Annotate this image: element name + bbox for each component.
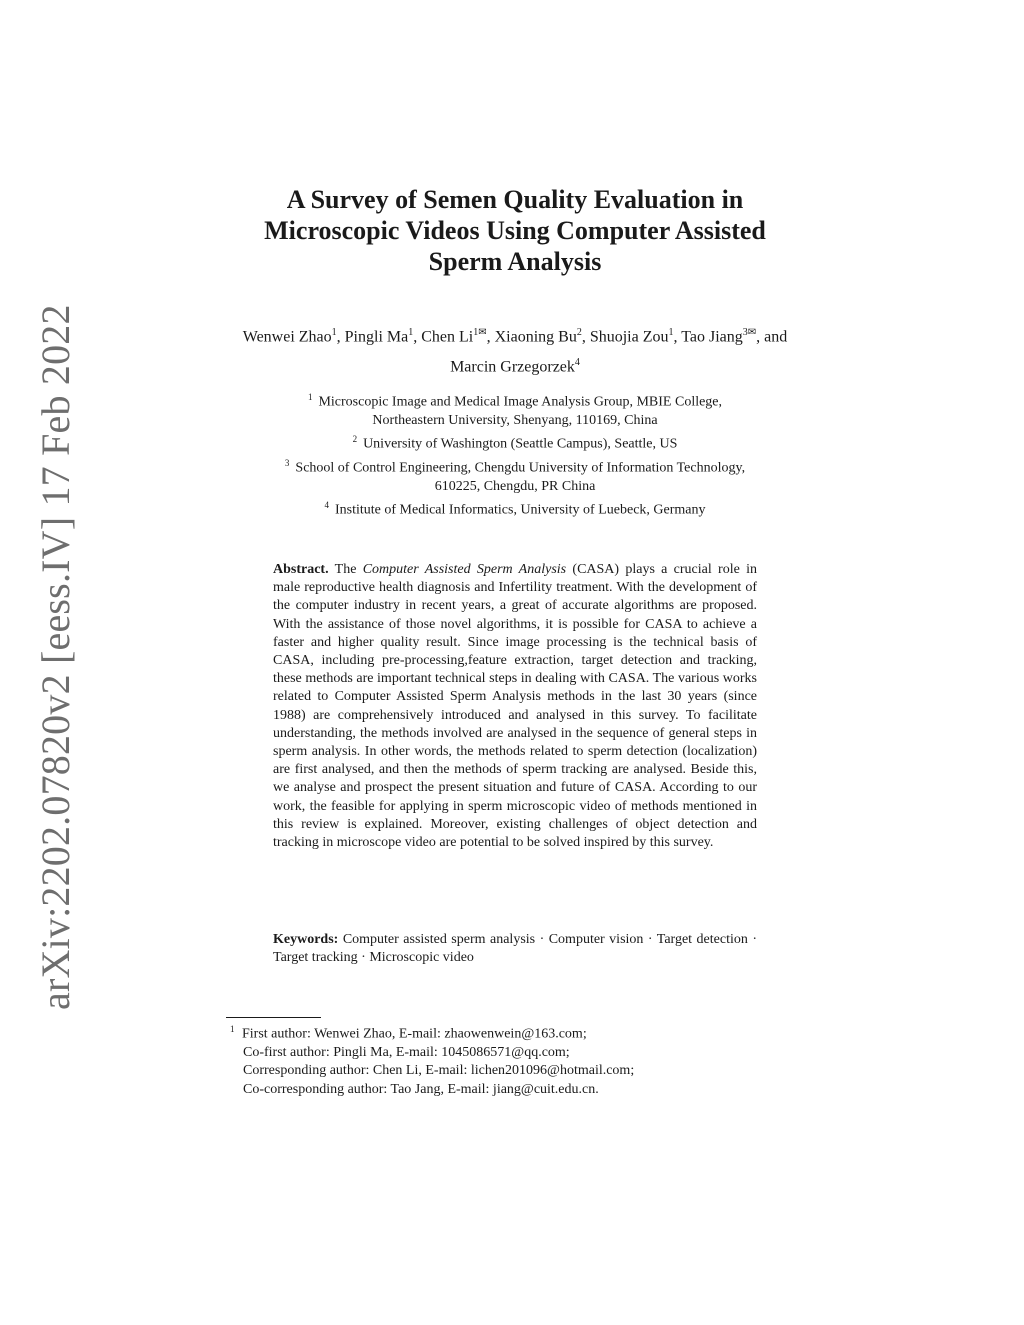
footnote-marker: 1	[230, 1024, 235, 1034]
footnote-line: Corresponding author: Chen Li, E-mail: lichen201096@hotmail.com;	[243, 1063, 635, 1079]
affiliation-text: School of Control Engineering, Chengdu University of Information Technology,	[295, 460, 746, 476]
author-affiliation-mark: 1	[668, 327, 674, 338]
author-affiliation-mark: 1	[408, 327, 414, 338]
author-affiliation-mark: 4	[574, 357, 580, 369]
footnote-line	[232, 1020, 792, 1044]
author-list: Wenwei Zhao$^1$, Pingli Ma$^1$, Chen $Li^{1✉}$, Xiaoning Bu$^2$, Shuojia Zou$^1$, Tao Jiang$^{3✉}$, and Marcin Grzegorzek$^4$	[242, 327, 788, 376]
affiliation-text: Microscopic Image and Medical Image Analysis Group, MBIE College,	[318, 394, 723, 410]
affiliation-item	[215, 454, 815, 478]
keywords-label: Keywords:	[273, 932, 339, 947]
footnote-divider	[226, 1017, 321, 1018]
author-affiliation-mark: 1✉	[473, 327, 487, 338]
affiliation-item	[215, 388, 815, 412]
author-affiliation-mark: 2	[576, 327, 582, 338]
footnote-text: First author: Wenwei Zhao, E-mail: zhaowenwein@163.com;	[242, 1026, 587, 1042]
affiliation-number: 1	[307, 392, 313, 402]
author-affiliation-mark: 3✉	[742, 327, 757, 338]
keywords	[273, 931, 757, 967]
affiliation-text: Northeastern University, Shenyang, 110169, China	[372, 412, 658, 428]
abstract-emphasis: Computer Assisted Sperm Analysis	[362, 562, 567, 577]
footnote-line: Co-first author: Pingli Ma, E-mail: 1045086571@qq.com;	[243, 1045, 570, 1061]
affiliation-number: 2	[352, 434, 358, 445]
author-name: Xiaoning Bu	[494, 328, 577, 346]
author-name: Chen Li	[421, 328, 474, 346]
author-name: Marcin Grzegorzek	[450, 358, 575, 376]
abstract-label: Abstract.	[273, 562, 329, 577]
paper-title	[200, 184, 830, 277]
author-name: Shuojia Zou	[589, 328, 669, 346]
author-name: Tao Jiang	[681, 328, 743, 346]
keywords-text: Computer assisted sperm analysis · Computer vision · Target detection · Target tracking · Microscopic video	[273, 932, 757, 966]
abstract-lead: The	[334, 562, 357, 577]
affiliation-item	[215, 496, 815, 520]
affiliation-number: 3	[284, 457, 290, 468]
abstract-body: (CASA) plays a crucial role in male reproductive health diagnosis and Infertility treatment. With the development of the computer industry in recent years, a great of accurate algorithms are proposed. With the assistance of those novel algorithms, it is possible for CASA to achieve a faster and higher quality result. Since image processing is the technical basis of CASA, including pre-processing,feature extraction, target detection and tracking, these methods are important technical steps in dealing with CASA. The various works related to Computer Assisted Sperm Analysis methods in the last 30 years (since 1988) are comprehensively introduced and analysed in this survey. To facilitate understanding, the methods involved are analysed in the sequence of general steps in sperm analysis. In other words, the methods related to sperm detection (localization) are first analysed, and then the methods of sperm tracking are analysed. Beside this, we analyse and prospect the present situation and future of CASA. According to our work, the feasible for applying in sperm microscopic video of methods mentioned in this review is explained. Moreover, existing challenges of object detection and tracking in microscope video are potential to be solved inspired by this survey.	[273, 562, 757, 851]
author-affiliation-mark: 1	[331, 327, 337, 338]
arxiv-identifier: arXiv:2202.07820v2 [eess.IV] 17 Feb 2022	[33, 304, 78, 1010]
title-line: Microscopic Videos Using Computer Assisted	[264, 216, 766, 245]
author-name: Pingli Ma	[344, 328, 409, 346]
affiliation-text: Institute of Medical Informatics, University of Luebeck, Germany	[335, 502, 706, 518]
affiliation-text: 610225, Chengdu, PR China	[434, 478, 596, 494]
title-line: Sperm Analysis	[428, 247, 602, 276]
footnote-line: Co-corresponding author: Tao Jang, E-mail: jiang@cuit.edu.cn.	[243, 1081, 599, 1097]
affiliation-list	[215, 388, 815, 520]
affiliation-item	[215, 430, 815, 454]
title-line: A Survey of Semen Quality Evaluation in	[286, 185, 744, 214]
author-name: Wenwei Zhao	[242, 328, 332, 346]
affiliation-text: University of Washington (Seattle Campus), Seattle, US	[363, 436, 678, 452]
footnotes	[232, 1020, 792, 1099]
abstract	[273, 561, 757, 852]
affiliation-number: 4	[324, 499, 329, 510]
